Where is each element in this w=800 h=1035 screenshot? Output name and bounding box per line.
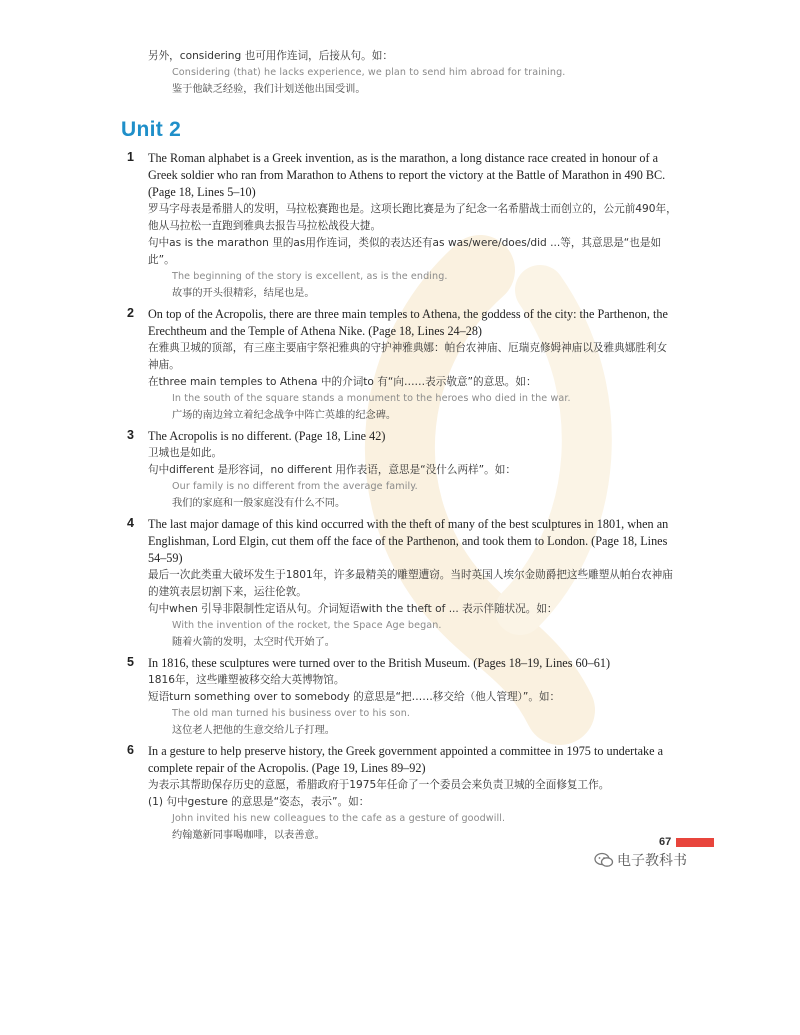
note-translation: 罗马字母表是希腊人的发明，马拉松赛跑也是。这项长跑比赛是为了纪念一名希腊战士而创立的，公元前490年，他从马拉松一直跑到雅典去报告马拉松战役大捷。 (148, 203, 677, 232)
intro-example: Considering (that) he lacks experience, we plan to send him abroad for training. (172, 67, 566, 78)
note-explanation: 句中when 引导非限制性定语从句。介词短语with the theft of ... 表示伴随状况。如： (148, 603, 558, 615)
notes-list (127, 150, 677, 848)
note-example: With the invention of the rocket, the Space Age began. (172, 620, 442, 631)
page-number: 67 (659, 836, 672, 848)
note-item (127, 516, 677, 651)
note-translation: 1816年，这些雕塑被移交给大英博物馆。 (148, 674, 345, 686)
intro-section (148, 48, 708, 98)
note-example-translation: 广场的南边耸立着纪念战争中阵亡英雄的纪念碑。 (172, 410, 397, 421)
note-sentence: The Roman alphabet is a Greek invention, as is the marathon, a long distance race created in honour of a Greek soldier who ran from Marathon to Athens to report the victory at the Battle of Marathon in 490 BC. (Page 18, Lines 5–10) (148, 151, 666, 199)
brand-watermark (594, 850, 687, 870)
unit-title: Unit 2 (121, 118, 182, 141)
note-number: 4 (127, 516, 134, 530)
note-sentence: The last major damage of this kind occurred with the theft of many of the best sculptures in 1801, when an Englishman, Lord Elgin, cut them off the face of the Parthenon, and took them to London. (Page 18, Lines 54–59) (148, 517, 669, 565)
note-example: The old man turned his business over to his son. (172, 708, 411, 719)
note-sentence: The Acropolis is no different. (Page 18, Line 42) (148, 429, 386, 443)
page-number-bar (676, 838, 714, 847)
note-example-translation: 故事的开头很精彩，结尾也是。 (172, 288, 315, 299)
note-item (127, 150, 677, 302)
note-example-translation: 这位老人把他的生意交给儿子打理。 (172, 725, 335, 736)
note-explanation: 在three main temples to Athena 中的介词to 有“向……表示敬意”的意思。如： (148, 376, 537, 388)
note-example: John invited his new colleagues to the cafe as a gesture of goodwill. (172, 813, 506, 824)
note-translation: 在雅典卫城的顶部，有三座主要庙宇祭祀雅典的守护神雅典娜：帕台农神庙、厄瑞克修姆神庙以及雅典娜胜利女神庙。 (148, 342, 668, 371)
note-translation: 为表示其帮助保存历史的意愿，希腊政府于1975年任命了一个委员会来负责卫城的全面修复工作。 (148, 779, 610, 791)
note-sentence: On top of the Acropolis, there are three main temples to Athena, the goddess of the city: the Parthenon, the Erechtheum and the Temple of Athena Nike. (Page 18, Lines 24–28) (148, 307, 668, 338)
note-sentence: In a gesture to help preserve history, the Greek government appointed a committee in 1975 to undertake a complete repair of the Acropolis. (Page 19, Lines 89–92) (148, 744, 663, 775)
note-sentence: In 1816, these sculptures were turned over to the British Museum. (Pages 18–19, Lines 60–61) (148, 656, 611, 670)
note-number: 5 (127, 655, 134, 669)
note-explanation: 短语turn something over to somebody 的意思是“把……移交给（他人管理）”。如： (148, 691, 561, 703)
note-example: In the south of the square stands a monument to the heroes who died in the war. (172, 393, 571, 404)
note-translation: 最后一次此类重大破坏发生于1801年，许多最精美的雕塑遭窃。当时英国人埃尔金勋爵把这些雕塑从帕台农神庙的建筑表层切割下来，运往伦敦。 (148, 569, 673, 598)
intro-example-translation: 鉴于他缺乏经验，我们计划送他出国受训。 (172, 84, 366, 95)
note-number: 1 (127, 150, 134, 164)
note-explanation: (1) 句中gesture 的意思是“姿态，表示”。如： (148, 796, 370, 808)
note-example: Our family is no different from the average family. (172, 481, 418, 492)
note-example-translation: 随着火箭的发明，太空时代开始了。 (172, 637, 335, 648)
note-item (127, 428, 677, 512)
note-example-translation: 我们的家庭和一般家庭没有什么不同。 (172, 498, 346, 509)
note-item (127, 306, 677, 424)
note-example-translation: 约翰邀新同事喝咖啡，以表善意。 (172, 830, 325, 841)
note-number: 6 (127, 743, 134, 757)
intro-note: 另外，considering 也可用作连词，后接从句。如： (148, 50, 393, 62)
note-explanation: 句中as is the marathon 里的as用作连词，类似的表达还有as was/were/does/did ...等，其意思是“也是如此”。 (148, 237, 662, 266)
note-number: 2 (127, 306, 134, 320)
note-item (127, 743, 677, 844)
note-number: 3 (127, 428, 134, 442)
wechat-icon (594, 852, 614, 868)
brand-name: 电子教科书 (617, 853, 687, 869)
note-example: The beginning of the story is excellent, as is the ending. (172, 271, 448, 282)
note-item (127, 655, 677, 739)
note-translation: 卫城也是如此。 (148, 447, 223, 459)
note-explanation: 句中different 是形容词，no different 用作表语，意思是“没什么两样”。如： (148, 464, 516, 476)
